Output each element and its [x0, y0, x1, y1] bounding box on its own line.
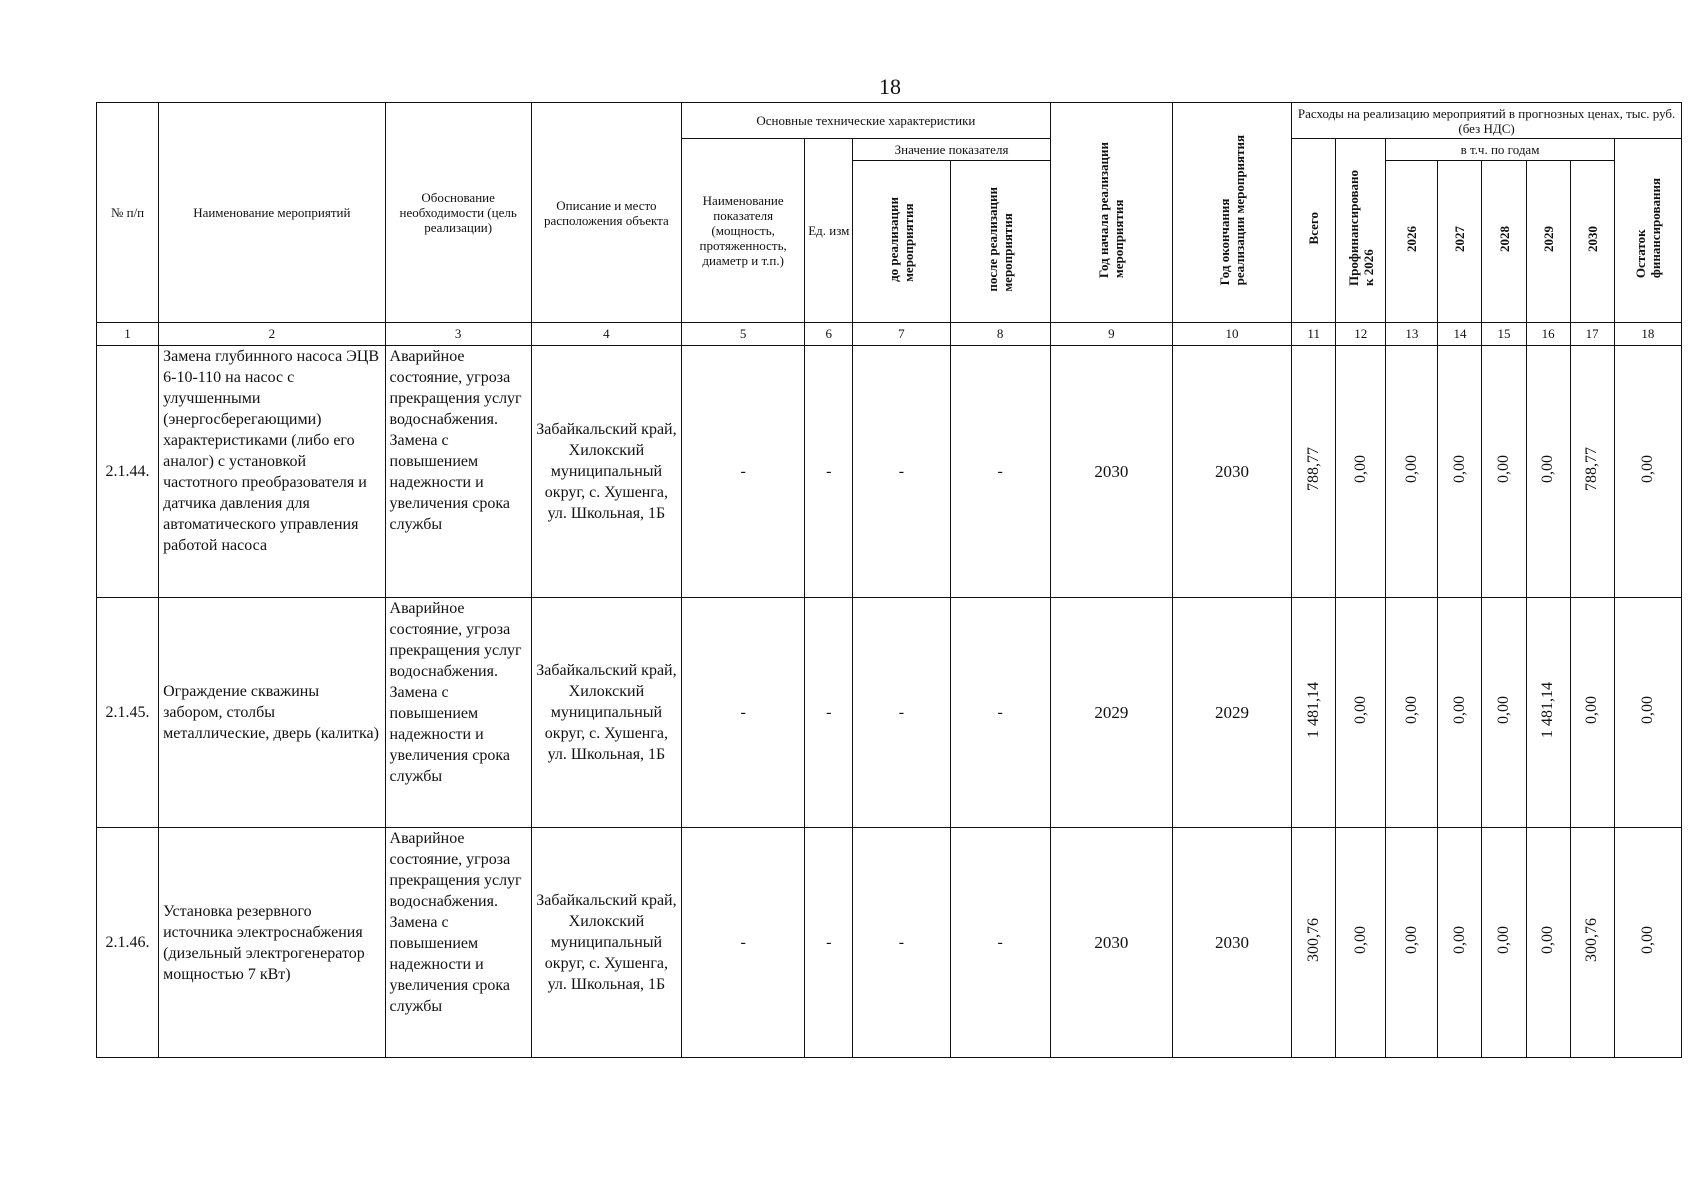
header-year-2026: 2026 — [1386, 161, 1438, 323]
end-year: 2030 — [1172, 346, 1291, 598]
column-number: 4 — [531, 323, 681, 346]
year-2029-value: 0,00 — [1539, 455, 1557, 483]
header-year-2029: 2029 — [1526, 161, 1570, 323]
header-total: Всего — [1292, 139, 1336, 323]
page-number: 18 — [879, 74, 901, 99]
header-after: после реализации мероприятия — [950, 161, 1050, 323]
column-number: 6 — [805, 323, 853, 346]
header-location: Описание и место расположения объекта — [531, 103, 681, 323]
total-value: 788,77 — [1304, 447, 1322, 491]
total-cell — [1292, 828, 1336, 1058]
header-indicator-value-group: Значение показателя — [853, 139, 1050, 161]
value-before: - — [853, 598, 950, 828]
year-2030-cell — [1570, 828, 1614, 1058]
prefinanced-value: 0,00 — [1351, 455, 1369, 483]
value-after: - — [950, 346, 1050, 598]
header-expenses-group: Расходы на реализацию мероприятий в прогнозных ценах, тыс. руб. (без НДС) — [1292, 103, 1682, 139]
unit: - — [805, 598, 853, 828]
year-2027-value: 0,00 — [1450, 926, 1468, 954]
header-year-2027: 2027 — [1438, 161, 1482, 323]
end-year: 2030 — [1172, 828, 1291, 1058]
header-before: до реализации мероприятия — [853, 161, 950, 323]
header-year-2030: 2030 — [1570, 161, 1614, 323]
remainder-cell — [1614, 828, 1681, 1058]
header-year-2028: 2028 — [1482, 161, 1526, 323]
header-unit: Ед. изм — [805, 139, 853, 323]
table-row — [97, 598, 1682, 828]
year-2027-value: 0,00 — [1450, 696, 1468, 724]
header-end-year: Год окончания реализации мероприятия — [1172, 103, 1291, 323]
year-2028-cell — [1482, 346, 1526, 598]
year-2026-value: 0,00 — [1402, 455, 1420, 483]
year-2029-value: 0,00 — [1539, 926, 1557, 954]
column-number: 10 — [1172, 323, 1291, 346]
year-2030-value: 300,76 — [1583, 918, 1601, 962]
start-year: 2030 — [1050, 346, 1172, 598]
prefinanced-value: 0,00 — [1351, 926, 1369, 954]
year-2026-value: 0,00 — [1402, 926, 1420, 954]
year-2030-value: 0,00 — [1583, 696, 1601, 724]
remainder-value: 0,00 — [1638, 926, 1656, 954]
activities-table — [96, 102, 1682, 1058]
remainder-cell — [1614, 346, 1681, 598]
header-start-year: Год начала реализации мероприятия — [1050, 103, 1172, 323]
justification: Аварийное состояние, угроза прекращения услуг водоснабжения. Замена с повышением надежности и увеличения срока службы — [385, 346, 531, 598]
location: Забайкальский край, Хилокский муниципальный округ, с. Хушенга, ул. Школьная, 1Б — [531, 598, 681, 828]
prefinanced-cell — [1336, 598, 1386, 828]
year-2029-value: 1 481,14 — [1539, 682, 1557, 738]
justification: Аварийное состояние, угроза прекращения услуг водоснабжения. Замена с повышением надежности и увеличения срока службы — [385, 598, 531, 828]
location: Забайкальский край, Хилокский муниципальный округ, с. Хушенга, ул. Школьная, 1Б — [531, 828, 681, 1058]
indicator-name: - — [682, 828, 805, 1058]
year-2028-value: 0,00 — [1495, 926, 1513, 954]
column-number: 16 — [1526, 323, 1570, 346]
year-2030-cell — [1570, 598, 1614, 828]
header-prefinanced: Профинансировано к 2026 — [1336, 139, 1386, 323]
column-number: 5 — [682, 323, 805, 346]
column-number: 8 — [950, 323, 1050, 346]
year-2028-cell — [1482, 828, 1526, 1058]
location: Забайкальский край, Хилокский муниципальный округ, с. Хушенга, ул. Школьная, 1Б — [531, 346, 681, 598]
remainder-cell — [1614, 598, 1681, 828]
column-number: 9 — [1050, 323, 1172, 346]
prefinanced-value: 0,00 — [1351, 696, 1369, 724]
remainder-value: 0,00 — [1638, 696, 1656, 724]
activity-name: Замена глубинного насоса ЭЦВ 6-10-110 на насос с улучшенными (энергосберегающими) характеристиками (либо его аналог) с установкой частотного преобразователя и датчика давления для автоматического управления работой насоса — [159, 346, 385, 598]
year-2026-value: 0,00 — [1402, 696, 1420, 724]
header-name: Наименование мероприятий — [159, 103, 385, 323]
header-justification: Обоснование необходимости (цель реализации) — [385, 103, 531, 323]
total-cell — [1292, 598, 1336, 828]
row-number: 2.1.44. — [97, 346, 159, 598]
table-row — [97, 346, 1682, 598]
header-remainder: Остаток финансирования — [1614, 139, 1681, 323]
value-before: - — [853, 828, 950, 1058]
year-2030-value: 788,77 — [1583, 447, 1601, 491]
column-number: 12 — [1336, 323, 1386, 346]
column-number: 3 — [385, 323, 531, 346]
year-2027-cell — [1438, 346, 1482, 598]
year-2029-cell — [1526, 828, 1570, 1058]
indicator-name: - — [682, 346, 805, 598]
column-number: 14 — [1438, 323, 1482, 346]
year-2027-cell — [1438, 598, 1482, 828]
justification: Аварийное состояние, угроза прекращения услуг водоснабжения. Замена с повышением надежности и увеличения срока службы — [385, 828, 531, 1058]
year-2028-cell — [1482, 598, 1526, 828]
header-by-years-group: в т.ч. по годам — [1386, 139, 1614, 161]
header-num: № п/п — [97, 103, 159, 323]
column-number: 2 — [159, 323, 385, 346]
year-2029-cell — [1526, 346, 1570, 598]
year-2026-cell — [1386, 828, 1438, 1058]
year-2028-value: 0,00 — [1495, 696, 1513, 724]
value-after: - — [950, 598, 1050, 828]
column-number: 13 — [1386, 323, 1438, 346]
value-after: - — [950, 828, 1050, 1058]
column-number: 15 — [1482, 323, 1526, 346]
unit: - — [805, 828, 853, 1058]
row-number: 2.1.46. — [97, 828, 159, 1058]
remainder-value: 0,00 — [1638, 455, 1656, 483]
table-row — [97, 828, 1682, 1058]
column-number: 18 — [1614, 323, 1681, 346]
year-2026-cell — [1386, 346, 1438, 598]
end-year: 2029 — [1172, 598, 1291, 828]
year-2026-cell — [1386, 598, 1438, 828]
prefinanced-cell — [1336, 828, 1386, 1058]
total-value: 300,76 — [1304, 918, 1322, 962]
indicator-name: - — [682, 598, 805, 828]
prefinanced-cell — [1336, 346, 1386, 598]
value-before: - — [853, 346, 950, 598]
total-cell — [1292, 346, 1336, 598]
activity-name: Ограждение скважины забором, столбы металлические, дверь (калитка) — [159, 598, 385, 828]
year-2030-cell — [1570, 346, 1614, 598]
start-year: 2030 — [1050, 828, 1172, 1058]
column-number: 17 — [1570, 323, 1614, 346]
column-number: 1 — [97, 323, 159, 346]
start-year: 2029 — [1050, 598, 1172, 828]
column-number: 7 — [853, 323, 950, 346]
year-2027-value: 0,00 — [1450, 455, 1468, 483]
year-2027-cell — [1438, 828, 1482, 1058]
column-number: 11 — [1292, 323, 1336, 346]
header-tech-group: Основные технические характеристики — [682, 103, 1051, 139]
row-number: 2.1.45. — [97, 598, 159, 828]
activity-name: Установка резервного источника электроснабжения (дизельный электрогенератор мощностью 7 кВт) — [159, 828, 385, 1058]
header-indicator-name: Наименование показателя (мощность, протяженность, диаметр и т.п.) — [682, 139, 805, 323]
unit: - — [805, 346, 853, 598]
column-numbers-row — [97, 323, 1682, 346]
year-2028-value: 0,00 — [1495, 455, 1513, 483]
total-value: 1 481,14 — [1304, 682, 1322, 738]
year-2029-cell — [1526, 598, 1570, 828]
